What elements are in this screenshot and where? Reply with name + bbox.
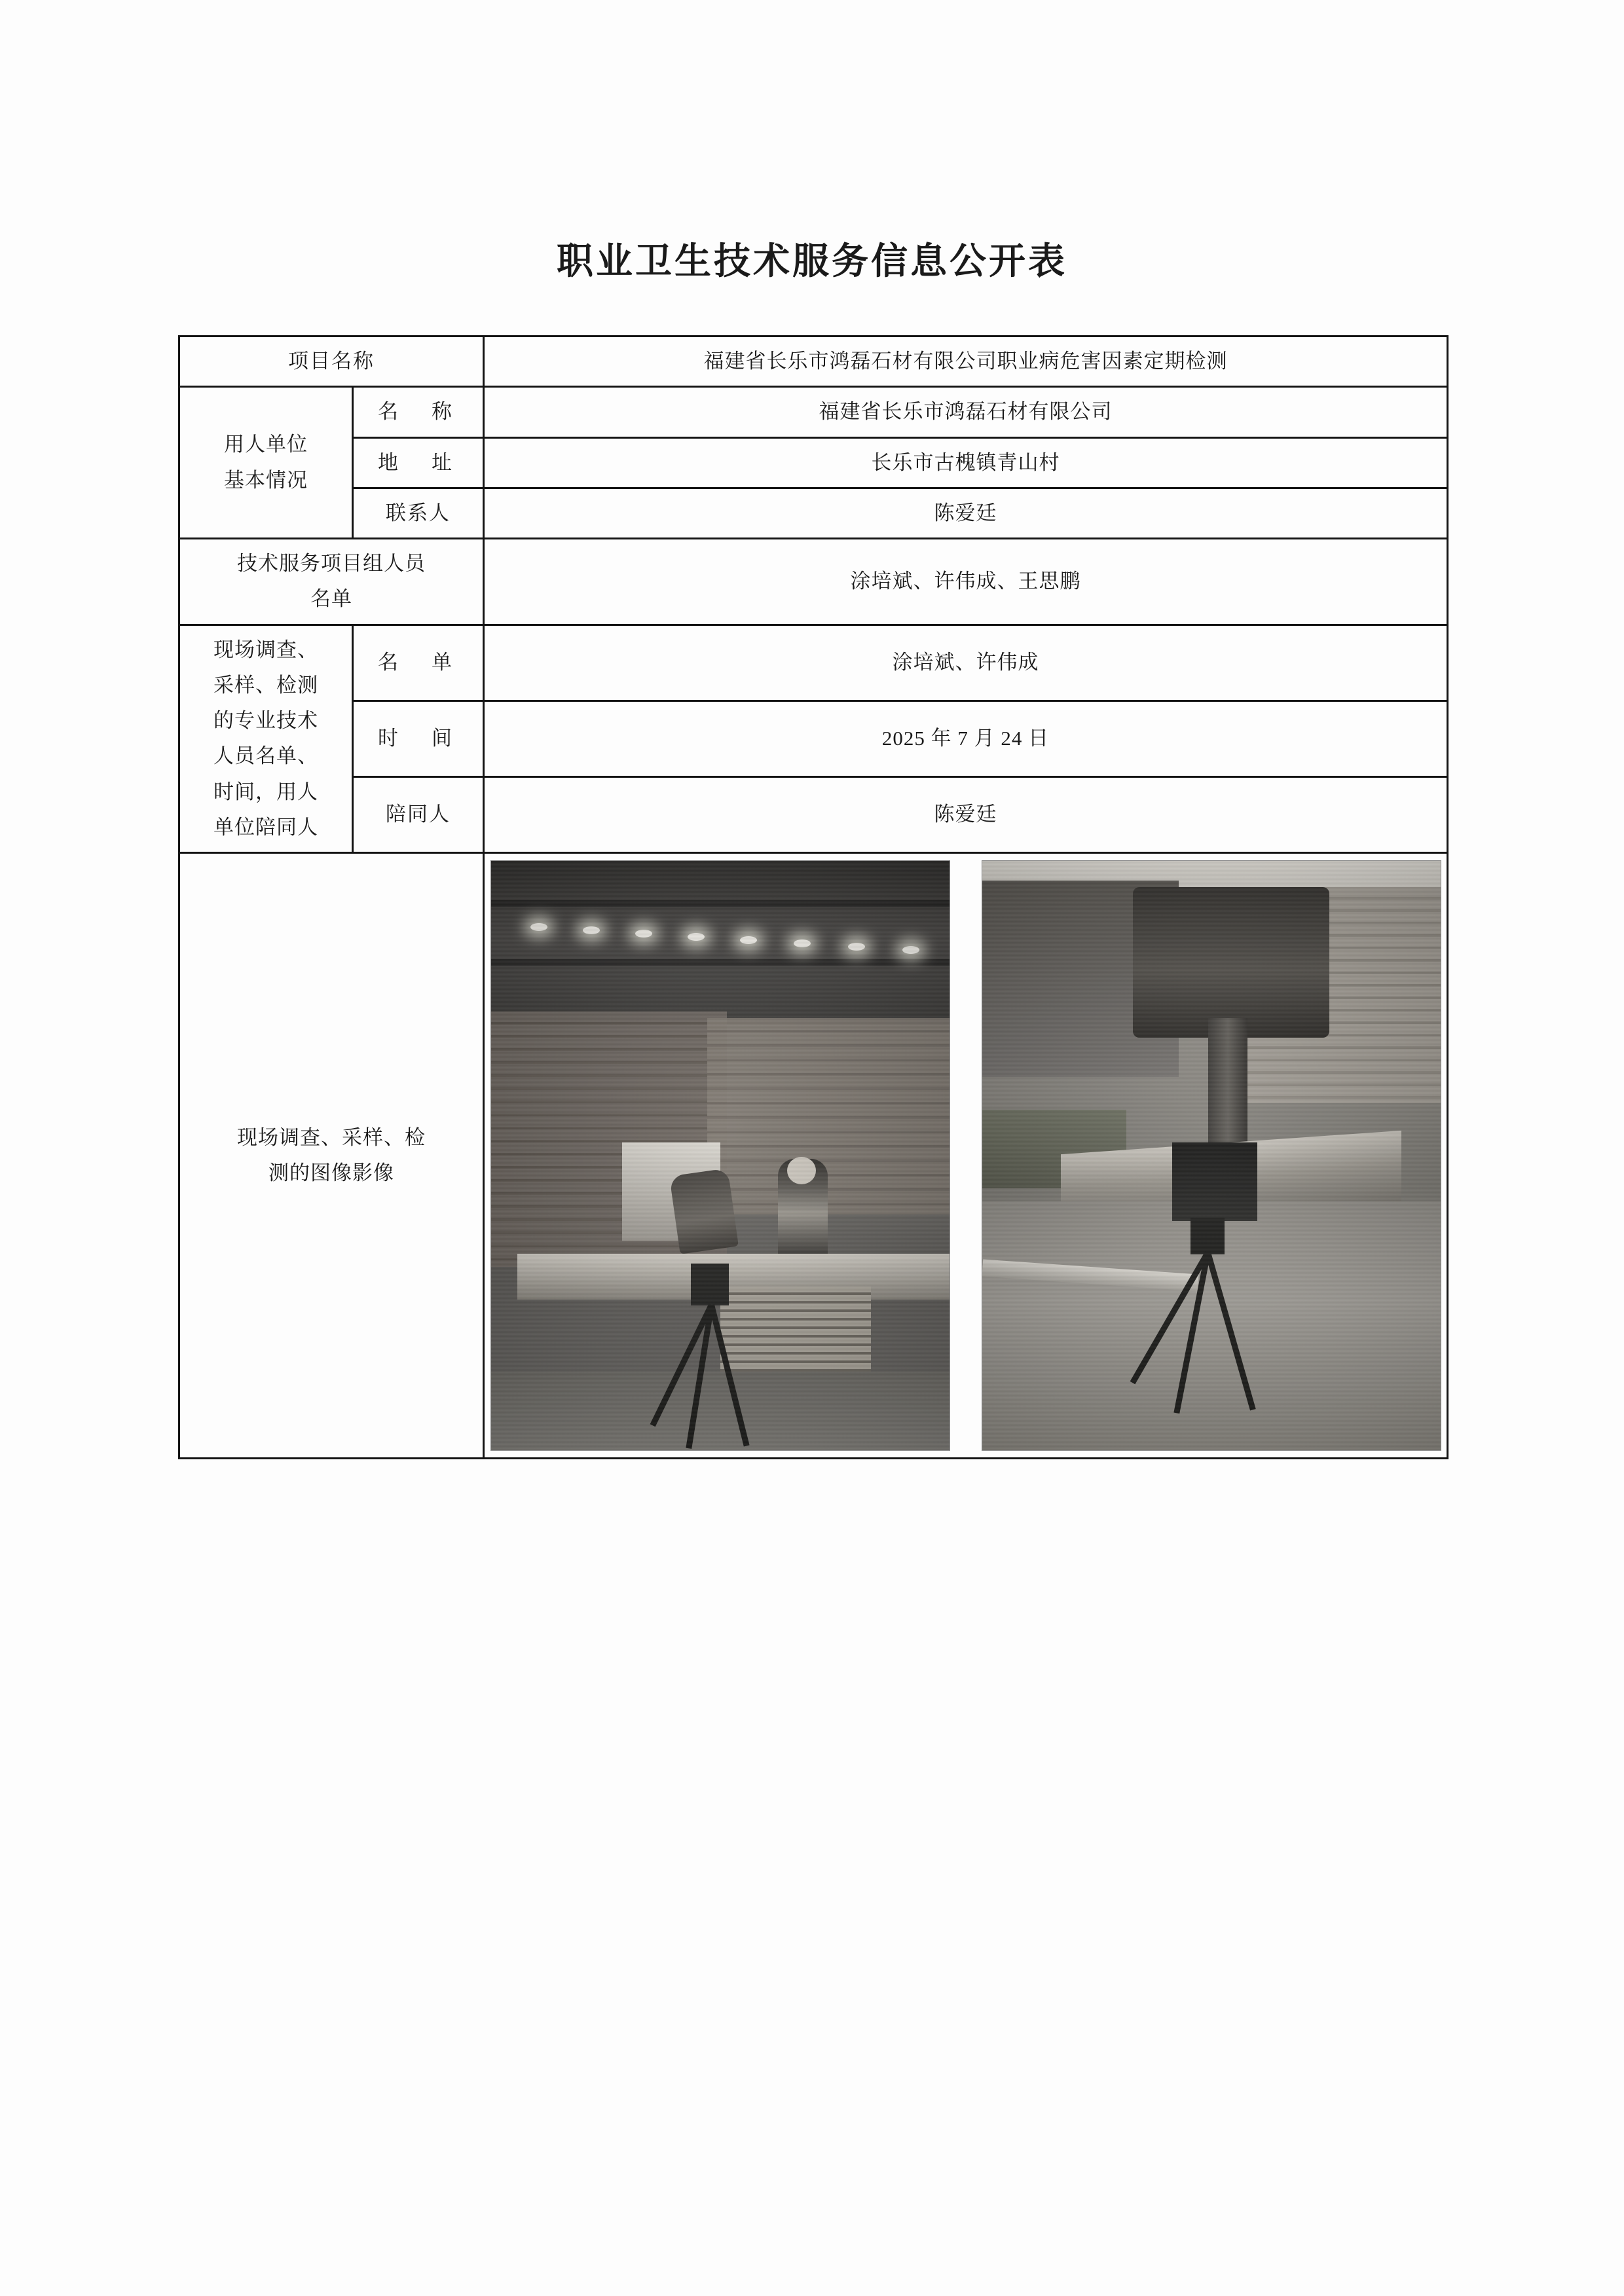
photo1-ceiling-lamp [740, 936, 757, 944]
photo1-beam [491, 900, 950, 907]
table-row-service-team [179, 539, 1448, 625]
information-disclosure-table [178, 335, 1449, 1459]
label-survey-info-line2: 采样、检测 [213, 673, 318, 697]
label-photos-line2: 测的图像影像 [268, 1161, 394, 1184]
label-employer-contact: 联系人 [353, 488, 484, 538]
table-row-employer-name [179, 387, 1448, 437]
label-survey-time: 时 间 [353, 701, 484, 776]
photo1-back-wall [707, 1018, 950, 1214]
photo1-worker-face [787, 1157, 816, 1184]
photo1-ceiling-lamp [688, 933, 705, 941]
label-service-team-line1: 技术服务项目组人员 [237, 552, 426, 575]
photo1-ceiling-lamp [794, 939, 811, 947]
table-row-survey-name-list [179, 625, 1448, 701]
label-survey-info-line1: 现场调查、 [213, 638, 318, 661]
label-photos [179, 853, 484, 1459]
table-row-survey-accompany [179, 776, 1448, 852]
photo2-gantry-machine [1133, 887, 1329, 1038]
label-survey-accompany: 陪同人 [353, 776, 484, 852]
table-row-photos [179, 853, 1448, 1459]
page-title: 职业卫生技术服务信息公开表 [557, 242, 1067, 282]
value-survey-accompany: 陈爱廷 [484, 776, 1448, 852]
photos-container [484, 853, 1448, 1459]
value-service-team: 涂培斌、许伟成、王思鹏 [484, 539, 1448, 625]
photo1-floor [491, 1372, 950, 1450]
label-employer-address: 地 址 [353, 437, 484, 488]
photo-machine-outdoor [982, 860, 1441, 1451]
label-project-name: 项目名称 [179, 337, 484, 387]
photo-workshop-indoor [490, 860, 950, 1451]
label-employer-basic-info-line1: 用人单位 [224, 433, 308, 456]
label-photos-line1: 现场调查、采样、检 [237, 1125, 426, 1149]
value-survey-name-list: 涂培斌、许伟成 [484, 625, 1448, 701]
photo1-worker [669, 1168, 739, 1254]
table-row-project-name [179, 337, 1448, 387]
photo2-tripod-head [1190, 1218, 1225, 1254]
label-survey-name-list: 名 单 [353, 625, 484, 701]
label-service-team [179, 539, 484, 625]
photo1-sampler-device [691, 1264, 729, 1305]
photo1-roof [491, 861, 950, 1025]
table-row-survey-time [179, 701, 1448, 776]
photo1-ceiling-lamp [635, 930, 652, 938]
table-row-employer-contact [179, 488, 1448, 538]
photo1-beam [491, 959, 950, 966]
label-employer-basic-info-line2: 基本情况 [224, 468, 308, 492]
label-service-team-line2: 名单 [310, 587, 352, 611]
photo1-ceiling-lamp [530, 923, 547, 931]
value-employer-address: 长乐市古槐镇青山村 [484, 437, 1448, 488]
label-survey-info [179, 625, 353, 853]
label-survey-info-line6: 单位陪同人 [213, 815, 318, 839]
label-employer-basic-info [179, 387, 353, 539]
photo1-ceiling-lamp [902, 946, 919, 954]
photo2-sampler-device [1172, 1142, 1257, 1221]
value-survey-time: 2025 年 7 月 24 日 [484, 701, 1448, 776]
photo1-ceiling-lamp [583, 926, 600, 934]
photo2-machine-column [1208, 1018, 1247, 1149]
value-employer-name: 福建省长乐市鸿磊石材有限公司 [484, 387, 1448, 437]
label-survey-info-line4: 人员名单、 [213, 744, 318, 768]
label-employer-name: 名 称 [353, 387, 484, 437]
label-survey-info-line5: 时间，用人 [213, 780, 318, 803]
label-survey-info-line3: 的专业技术 [213, 709, 318, 732]
value-project-name: 福建省长乐市鸿磊石材有限公司职业病危害因素定期检测 [484, 337, 1448, 387]
value-employer-contact: 陈爱廷 [484, 488, 1448, 538]
table-row-employer-address [179, 437, 1448, 488]
photo1-ceiling-lamp [848, 943, 865, 951]
